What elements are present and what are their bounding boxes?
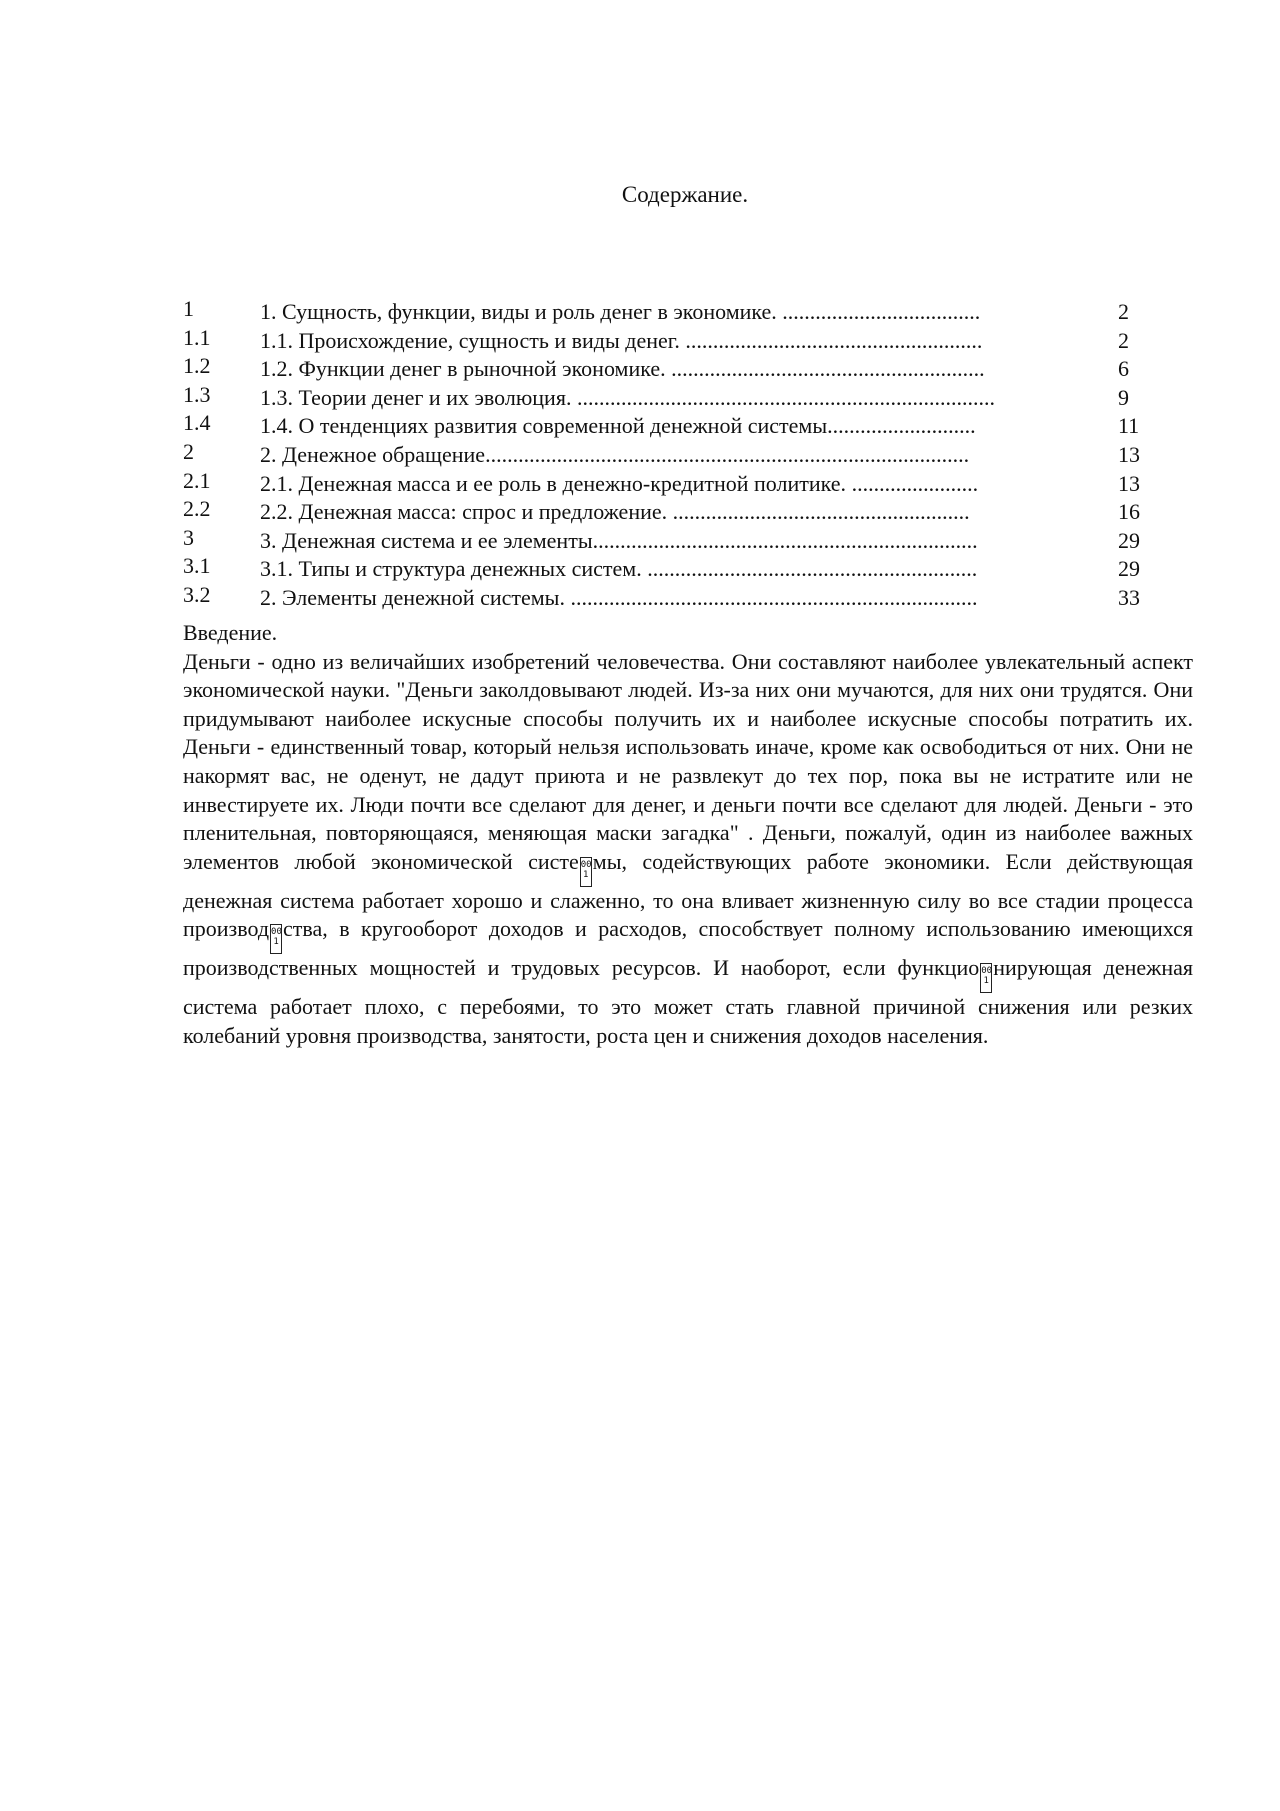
toc-row — [183, 352, 1143, 381]
toc-page-number: 13 — [1118, 470, 1140, 496]
toc-number: 2.1 — [183, 467, 211, 493]
toc-number: 1.2 — [183, 353, 211, 379]
toc-page-number: 33 — [1118, 584, 1140, 610]
table-of-contents — [183, 295, 1143, 610]
toc-leader-dots: .................................... — [782, 299, 981, 324]
toc-entry-text: 2.2. Денежная масса: спрос и предложение. — [260, 499, 673, 525]
toc-entry — [260, 555, 1095, 584]
toc-leader-dots: ............................................................................ — [576, 384, 995, 410]
toc-entry-text: 3.1. Типы и структура денежных систем. — [260, 556, 648, 582]
introduction-heading: Введение. — [183, 620, 278, 645]
toc-entry-text: 1.3. Теории денег и их эволюция. — [260, 384, 577, 410]
page-title: Содержание. — [621, 182, 749, 207]
toc-number: 1.4 — [183, 410, 211, 436]
introduction-section — [183, 619, 1193, 1051]
toc-entry — [260, 298, 1095, 327]
toc-page-number: 13 — [1118, 441, 1140, 467]
toc-leader-dots: ........................................................................................ — [485, 441, 970, 467]
toc-entry-text: 2. Элементы денежной системы. — [260, 584, 571, 610]
toc-row — [183, 467, 1143, 496]
toc-page-number: 6 — [1118, 356, 1129, 382]
toc-leader-dots: .......................................................................... — [570, 584, 978, 610]
toc-leader-dots: ............................................................ — [647, 556, 978, 582]
toc-entry-text: 2.1. Денежная масса и ее роль в денежно-кредитной политике. — [260, 470, 852, 496]
toc-entry — [260, 327, 1095, 356]
toc-leader-dots: ........................... — [827, 413, 976, 439]
toc-entry-text: 1.1. Происхождение, сущность и виды денег. — [260, 327, 686, 353]
toc-number: 3.1 — [183, 553, 211, 579]
toc-page-number: 29 — [1118, 556, 1140, 582]
toc-page-number: 2 — [1118, 299, 1129, 324]
toc-entry-text: 1.4. О тенденциях развития современной денежной системы — [260, 413, 828, 439]
toc-number: 2.2 — [183, 496, 211, 522]
toc-row — [183, 409, 1143, 438]
toc-row — [183, 324, 1143, 353]
toc-entry — [260, 470, 1095, 499]
paragraph-text: ства, в кругооборот доходов и расходов, способствует полному использованию имеющихся производственных мощностей и трудовых ресурсов. И наоборот, если функцио — [183, 916, 1193, 981]
toc-row — [183, 552, 1143, 581]
toc-entry — [260, 441, 1095, 470]
toc-row — [183, 524, 1143, 553]
toc-number: 2 — [183, 438, 194, 464]
toc-entry — [260, 384, 1095, 413]
toc-entry — [260, 498, 1095, 527]
toc-row — [183, 438, 1143, 467]
toc-row — [183, 381, 1143, 410]
toc-leader-dots: ...................................................................... — [592, 527, 978, 553]
toc-row — [183, 495, 1143, 524]
paragraph-text: нирующая денежная система работает плохо, с перебоями, то это может стать главной причиной снижения или резких колебаний уровня производства, занятости, роста цен и снижения доходов населения. — [183, 955, 1193, 1048]
toc-leader-dots: ....................... — [851, 470, 979, 496]
toc-entry-text: 1.2. Функции денег в рыночной экономике. — [260, 356, 672, 382]
toc-number: 1.1 — [183, 324, 211, 350]
toc-leader-dots: ...................................................... — [672, 499, 970, 525]
toc-row — [183, 581, 1143, 610]
toc-page-number: 9 — [1118, 384, 1129, 410]
toc-page-number: 29 — [1118, 527, 1140, 553]
toc-number: 3 — [183, 524, 194, 550]
toc-page-number: 16 — [1118, 499, 1140, 525]
toc-entry — [260, 527, 1095, 556]
toc-number: 3.2 — [183, 581, 211, 607]
paragraph-text: мы, содействующих работе экономики. Если действующая денежная система работает хорошо и слаженно, то она вливает жизненную силу во все стадии процесса производ — [183, 848, 1194, 942]
missing-glyph-icon: 00 1 — [580, 857, 592, 887]
toc-number: 1.3 — [183, 381, 211, 407]
toc-leader-dots: ......................................................... — [671, 356, 985, 382]
introduction-paragraph — [183, 648, 1193, 1051]
toc-entry-text: 3. Денежная система и ее элементы — [260, 527, 593, 553]
toc-number: 1 — [183, 296, 194, 321]
toc-row — [183, 295, 1143, 324]
toc-page-number: 11 — [1118, 413, 1140, 439]
toc-page-number: 2 — [1118, 327, 1129, 353]
toc-entry-text: 2. Денежное обращение — [260, 441, 486, 467]
toc-entry — [260, 584, 1095, 613]
toc-entry — [260, 355, 1095, 384]
paragraph-text: Деньги - одно из величайших изобретений человечества. Они составляют наиболее увлекательный аспект экономической науки. "Деньги заколдовывают людей. Из-за них они мучаются, для них они трудятся. Они придумывают наиболее искусные способы получить их и наиболее искусные способы потратить их. Деньги - единственный товар, который нельзя использовать иначе, кроме как освободиться от них. Они не накормят вас, не оденут, не дадут приюта и не развлекут до тех пор, пока вы не истратите или не инвестируете их. Люди почти все сделают для денег, и деньги почти все сделают для людей. Деньги - это пленительная, повторяющаяся, меняющая маски загадка" . Деньги, пожалуй, один из наиболее важных элементов любой экономической систе — [183, 648, 1193, 874]
missing-glyph-icon: 00 1 — [980, 963, 992, 993]
toc-leader-dots: ...................................................... — [685, 327, 983, 353]
toc-entry — [260, 412, 1095, 441]
missing-glyph-icon: 00 1 — [270, 924, 282, 954]
toc-entry-text: 1. Сущность, функции, виды и роль денег в экономике. — [260, 299, 783, 324]
